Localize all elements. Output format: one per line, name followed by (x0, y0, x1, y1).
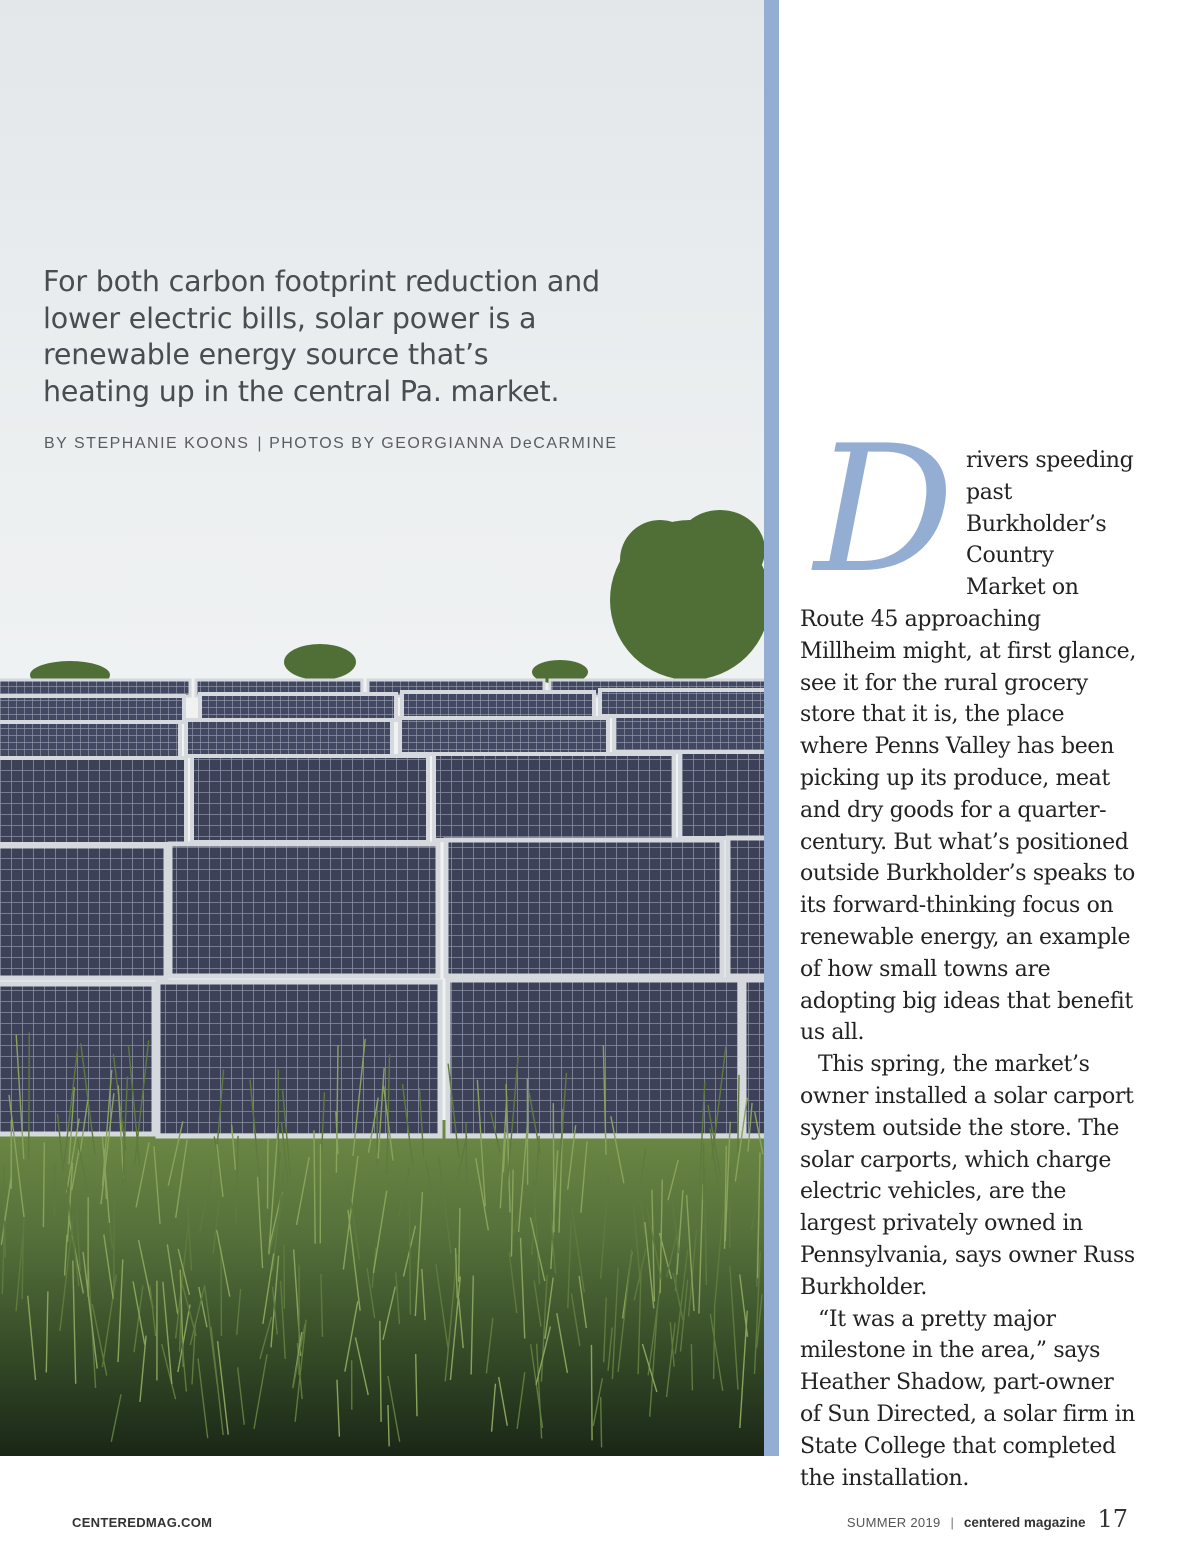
page-number: 17 (1097, 1505, 1128, 1533)
grass-blade (591, 1345, 592, 1441)
byline-author: BY STEPHANIE KOONS (44, 435, 250, 452)
paragraph-2: This spring, the market’s owner installed a solar carport system outside the store. The solar carports, which charge electric vehicles, are the largest privately owned in Pennsylvania, says owner Russ Burkholder. (800, 1052, 1135, 1300)
byline-photographer: PHOTOS BY GEORGIANNA DeCARMINE (269, 435, 618, 452)
byline (44, 435, 618, 453)
paragraph-1: rivers speeding past Burkholder’s Country Market on Route 45 approaching Millheim might, at first glance, see it for the rural grocery store that it is, the place where Penns Valley has been picking up its produce, meat and dry goods for a quarter-century. But what’s positioned outside Burkholder’s speaks to its forward-thinking focus on renewable energy, an example of how small towns are adopting big ideas that benefit us all. (800, 448, 1136, 1046)
article-body (800, 445, 1136, 1494)
accent-rule (764, 0, 779, 1456)
footer-folio (847, 1505, 1128, 1533)
grass-blade (29, 1032, 30, 1160)
dropcap-space (800, 445, 966, 601)
grass-blade (553, 1103, 554, 1232)
grass-blade (466, 1123, 467, 1186)
footer-magazine: centered magazine (963, 1515, 1086, 1530)
grass-blade (601, 1397, 602, 1447)
grass-blade (114, 1194, 115, 1293)
footer-separator: | (950, 1515, 954, 1530)
dropcap-letter: D (814, 430, 955, 590)
panel-row-near (0, 980, 764, 1136)
grass-blade (43, 1142, 44, 1227)
panel-row-5 (0, 838, 764, 978)
footer-website[interactable]: CENTEREDMAG.COM (72, 1515, 213, 1530)
panel-row-3 (0, 716, 764, 758)
paragraph-3: “It was a pretty major milestone in the area,” says Heather Shadow, part-owner of Sun Directed, a solar firm in State College that completed the installation. (800, 1306, 1136, 1491)
tree-line (30, 510, 764, 689)
panel-row-4 (0, 752, 764, 844)
byline-separator: | (257, 435, 264, 452)
footer-issue: SUMMER 2019 (846, 1515, 941, 1530)
article-deck: For both carbon footprint reduction and lower electric bills, solar power is a renewable energy source that’s heating up in the central Pa. market. (43, 265, 600, 408)
